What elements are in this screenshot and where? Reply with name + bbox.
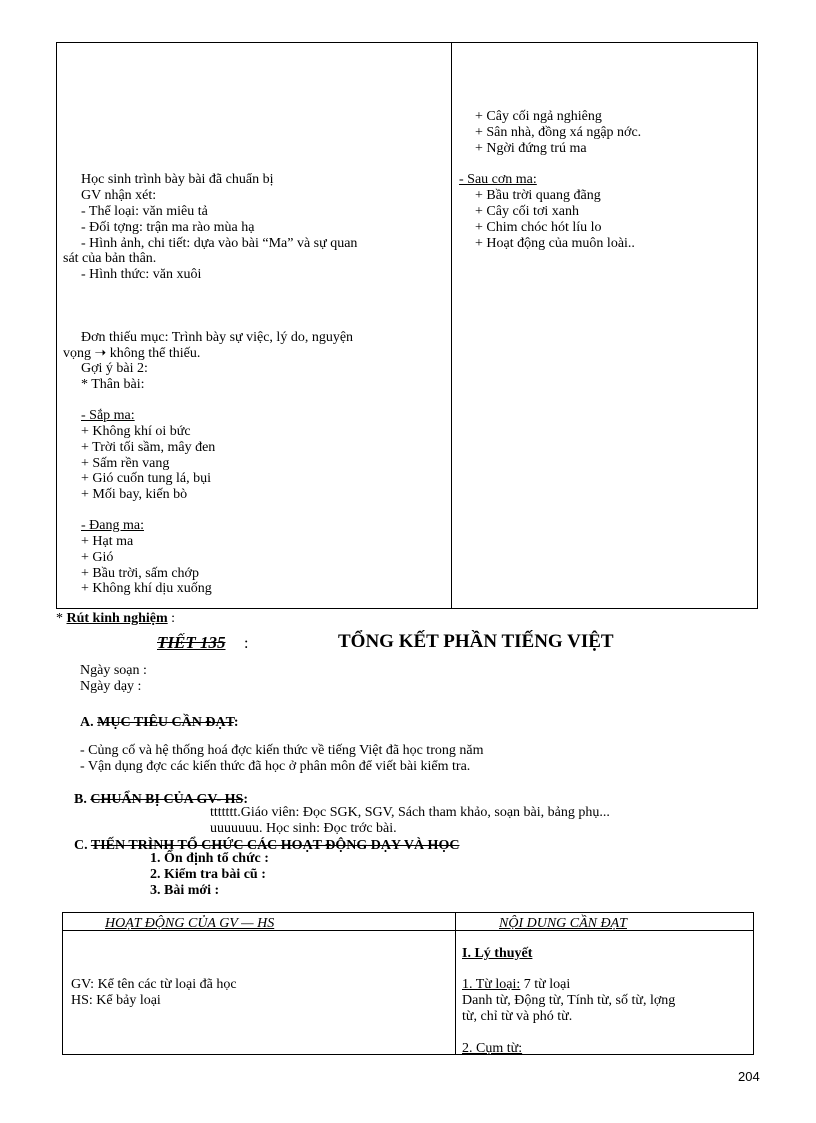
left-line: Đơn thiếu mục: Trình bày sự việc, lý do, nguyện: [81, 330, 354, 345]
section-c-item: 3. Bài mới :: [150, 883, 220, 898]
note-label: Rút kinh nghiệm: [66, 611, 168, 626]
table-header: [63, 913, 753, 931]
lesson-table-continued: [56, 42, 758, 609]
section-b-teacher: ttttttt.Giáo viên: Đọc SGK, SGV, Sách tham khảo, soạn bài, bảng phụ...: [210, 805, 610, 820]
right-line: + Cây cối tơi xanh: [475, 204, 579, 219]
right-line: + Ngời đứng trú ma: [475, 141, 587, 156]
page-title: TỔNG KẾT PHẦN TIẾNG VIỆT: [338, 631, 614, 652]
right-line: từ, chỉ từ và phó từ.: [462, 1009, 573, 1024]
note-colon: :: [167, 611, 176, 626]
left-line: + Không khí oi bức: [81, 424, 191, 439]
section-a-item: - Củng cố và hệ thống hoá đợc kiến thức về tiếng Việt đã học trong năm: [80, 743, 484, 758]
right-line: + Chim chóc hót líu lo: [475, 220, 602, 235]
date-prepared: Ngày soạn :: [80, 663, 147, 678]
left-line: + Không khí dịu xuống: [81, 581, 212, 596]
left-line: * Thân bài:: [81, 377, 145, 392]
header-content: NỘI DUNG CẦN ĐẠT: [499, 916, 627, 931]
left-line: HS: Kể bảy loại: [71, 993, 161, 1008]
right-line: + Hoạt động của muôn loài..: [475, 236, 635, 251]
page-number: 204: [738, 1069, 760, 1084]
table-column-divider: [451, 43, 452, 608]
section-b-heading: B. CHUẨN BỊ CỦA GV- HS:: [74, 792, 248, 807]
activities-table: [62, 912, 754, 1055]
right-line: Danh từ, Động từ, Tính từ, số từ, lợng: [462, 993, 676, 1008]
left-line: - Hình thức: văn xuôi: [81, 267, 202, 282]
word-types-line: 1. Từ loại: 7 từ loại: [462, 977, 571, 992]
left-subheading: - Đang ma:: [81, 518, 144, 533]
left-line: + Trời tối sầm, mây đen: [81, 440, 216, 455]
section-c-heading: C. TIẾN TRÌNH TỔ CHỨC CÁC HOẠT ĐỘNG DẠY VÀ HỌC: [74, 838, 460, 853]
left-line: GV: Kể tên các từ loại đã học: [71, 977, 237, 992]
left-line: vọng ➝ không thể thiếu.: [63, 346, 201, 361]
left-line: + Bầu trời, sấm chớp: [81, 566, 199, 581]
left-line: + Gió cuốn tung lá, bụi: [81, 471, 211, 486]
header-activities: HOẠT ĐỘNG CỦA GV — HS: [105, 916, 275, 931]
right-line: + Cây cối ngả nghiêng: [475, 109, 602, 124]
left-subheading: - Sắp ma:: [81, 408, 135, 423]
left-line: - Hình ảnh, chi tiết: dựa vào bài “Ma” và sự quan: [81, 236, 358, 251]
review-note: [56, 611, 175, 627]
left-line: GV nhận xét:: [81, 188, 157, 203]
right-line: + Bầu trời quang đãng: [475, 188, 601, 203]
left-line: - Thể loại: văn miêu tả: [81, 204, 208, 219]
phrase-heading: 2. Cụm từ:: [462, 1041, 523, 1056]
lesson-number-colon: :: [244, 635, 249, 652]
section-c-item: 2. Kiểm tra bài cũ :: [150, 867, 266, 882]
left-line: + Gió: [81, 550, 114, 565]
lesson-number: TIẾT 135: [157, 633, 226, 652]
left-line: Gợi ý bài 2:: [81, 361, 148, 376]
right-subheading: - Sau cơn ma:: [459, 172, 537, 187]
note-star: *: [56, 611, 67, 626]
date-taught: Ngày dạy :: [80, 679, 142, 694]
left-line: + Sấm rền vang: [81, 456, 170, 471]
section-b-student: uuuuuuu. Học sinh: Đọc trớc bài.: [210, 821, 397, 836]
theory-heading: I. Lý thuyết: [462, 946, 533, 961]
left-line: sát của bản thân.: [63, 251, 157, 266]
right-line: + Sân nhà, đồng xá ngập nớc.: [475, 125, 642, 140]
table-column-divider: [455, 913, 456, 1054]
left-line: + Mối bay, kiến bò: [81, 487, 188, 502]
left-line: - Đối tợng: trận ma rào mùa hạ: [81, 220, 255, 235]
section-c-item: 1. Ổn định tổ chức :: [150, 851, 269, 866]
left-line: + Hạt ma: [81, 534, 134, 549]
section-a-item: - Vận dụng đợc các kiến thức đã học ở phân môn để viết bài kiểm tra.: [80, 759, 471, 774]
left-line: Học sinh trình bày bài đã chuẩn bị: [81, 172, 274, 187]
section-a-heading: A. MỤC TIÊU CẦN ĐẠT:: [80, 715, 239, 730]
